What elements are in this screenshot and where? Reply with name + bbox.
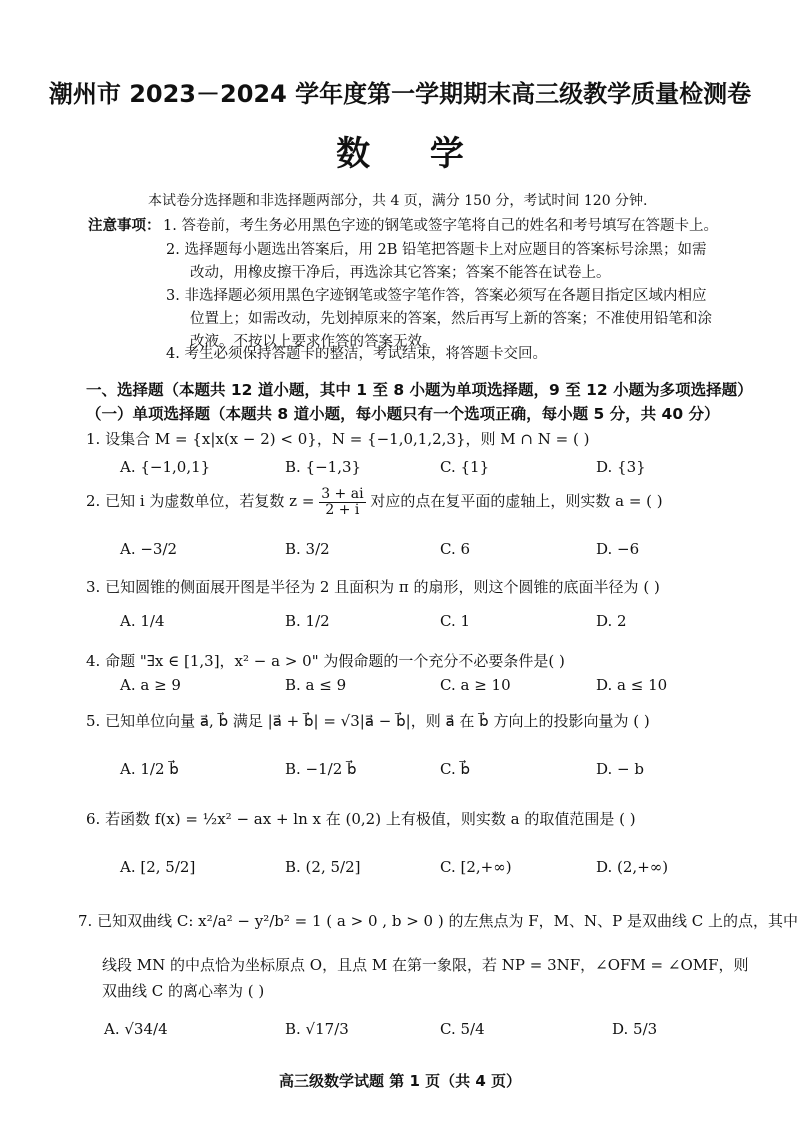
exam-intro: 本试卷分选择题和非选择题两部分，共 4 页，满分 150 分，考试时间 120 分钟. <box>148 193 648 209</box>
question-7-stem-line1: 7. 已知双曲线 C: x²/a² − y²/b² = 1 ( a > 0 , b > 0 ) 的左焦点为 F，M、N、P 是双曲线 C 上的点，其中 <box>78 912 798 930</box>
question-7-stem-line2: 线段 MN 的中点恰为坐标原点 O，且点 M 在第一象限，若 NP = 3NF，∠OFM = ∠OMF，则 <box>102 956 749 974</box>
question-1-option-c: C. {1} <box>440 458 490 476</box>
question-4-option-b: B. a ≤ 9 <box>285 676 347 694</box>
question-5-option-a: A. 1/2 b⃗ <box>120 760 179 778</box>
subsection-heading: （一）单项选择题（本题共 8 道小题，每小题只有一个选项正确，每小题 5 分，共 40 分） <box>86 405 720 423</box>
notice-label: 注意事项： <box>88 218 161 234</box>
question-7-stem-line3: 双曲线 C 的离心率为 ( ) <box>102 982 265 1000</box>
question-2-stem-b: 对应的点在复平面的虚轴上，则实数 a = ( ) <box>370 492 663 511</box>
fraction-denominator: 2 + i <box>325 501 360 518</box>
question-5-option-b: B. −1/2 b⃗ <box>285 760 357 778</box>
question-7-option-c: C. 5/4 <box>440 1020 485 1038</box>
question-7-option-d: D. 5/3 <box>612 1020 658 1038</box>
question-2-stem <box>86 487 663 517</box>
question-2-option-b: B. 3/2 <box>285 540 330 558</box>
exam-title: 潮州市 2023－2024 学年度第一学期期末高三级教学质量检测卷 <box>48 80 752 108</box>
notice-item-1: 1. 答卷前，考生务必用黑色字迹的钢笔或签字笔将自己的姓名和考号填写在答题卡上。 <box>163 218 718 234</box>
question-4-option-c: C. a ≥ 10 <box>440 676 511 694</box>
question-1-option-d: D. {3} <box>596 458 646 476</box>
question-2-stem-a: 2. 已知 i 为虚数单位，若复数 z = <box>86 492 315 511</box>
notice-item-2-cont: 改动，用橡皮擦干净后，再选涂其它答案；答案不能答在试卷上。 <box>190 265 611 281</box>
question-6-stem: 6. 若函数 f(x) = ½x² − ax + ln x 在 (0,2) 上有极值，则实数 a 的取值范围是 ( ) <box>86 810 636 828</box>
question-6-option-a: A. [2, 5/2] <box>120 858 196 876</box>
question-2-option-c: C. 6 <box>440 540 471 558</box>
question-5-option-c: C. b⃗ <box>440 760 470 778</box>
question-6-option-d: D. (2,+∞) <box>596 858 669 876</box>
complex-fraction <box>319 487 365 517</box>
question-6-option-b: B. (2, 5/2] <box>285 858 361 876</box>
question-4-option-a: A. a ≥ 9 <box>120 676 181 694</box>
question-2-option-a: A. −3/2 <box>120 540 178 558</box>
question-1-option-b: B. {−1,3} <box>285 458 362 476</box>
question-4-stem: 4. 命题 "∃x ∈ [1,3]，x² − a > 0" 为假命题的一个充分不必要条件是( ) <box>86 652 565 670</box>
question-2-option-d: D. −6 <box>596 540 640 558</box>
notice-item-3: 3. 非选择题必须用黑色字迹钢笔或签字笔作答，答案必须写在各题目指定区域内相应 <box>166 288 707 304</box>
question-1-option-a: A. {−1,0,1} <box>120 458 211 476</box>
notice-item-3-cont2: 改液。不按以上要求作答的答案无效。 <box>190 334 437 350</box>
fraction-numerator: 3 + ai <box>321 486 364 502</box>
subject-heading: 数 学 <box>336 134 488 174</box>
question-3-option-c: C. 1 <box>440 612 471 630</box>
question-3-option-d: D. 2 <box>596 612 627 630</box>
question-1-stem: 1. 设集合 M = {x|x(x − 2) < 0}，N = {−1,0,1,2,3}，则 M ∩ N = ( ) <box>86 430 590 448</box>
question-5-option-d: D. − b <box>596 760 644 778</box>
page-footer: 高三级数学试题 第 1 页（共 4 页） <box>279 1072 521 1090</box>
question-5-stem: 5. 已知单位向量 a⃗, b⃗ 满足 |a⃗ + b⃗| = √3|a⃗ − b⃗|，则 a⃗ 在 b⃗ 方向上的投影向量为 ( ) <box>86 712 650 730</box>
question-3-option-a: A. 1/4 <box>120 612 165 630</box>
question-7-option-a: A. √34/4 <box>104 1020 168 1038</box>
question-6-option-c: C. [2,+∞) <box>440 858 512 876</box>
section-heading: 一、选择题（本题共 12 道小题，其中 1 至 8 小题为单项选择题，9 至 12 小题为多项选择题） <box>86 381 753 399</box>
question-3-option-b: B. 1/2 <box>285 612 330 630</box>
notice-item-2: 2. 选择题每小题选出答案后，用 2B 铅笔把答题卡上对应题目的答案标号涂黑；如需 <box>166 242 707 258</box>
notice-item-4: 4. 考生必须保持答题卡的整洁，考试结束，将答题卡交回。 <box>166 346 547 362</box>
question-3-stem: 3. 已知圆锥的侧面展开图是半径为 2 且面积为 π 的扇形，则这个圆锥的底面半径为 ( ) <box>86 578 660 596</box>
question-7-option-b: B. √17/3 <box>285 1020 349 1038</box>
question-4-option-d: D. a ≤ 10 <box>596 676 668 694</box>
notice-item-3-cont: 位置上；如需改动，先划掉原来的答案，然后再写上新的答案；不准使用铅笔和涂 <box>190 311 712 327</box>
